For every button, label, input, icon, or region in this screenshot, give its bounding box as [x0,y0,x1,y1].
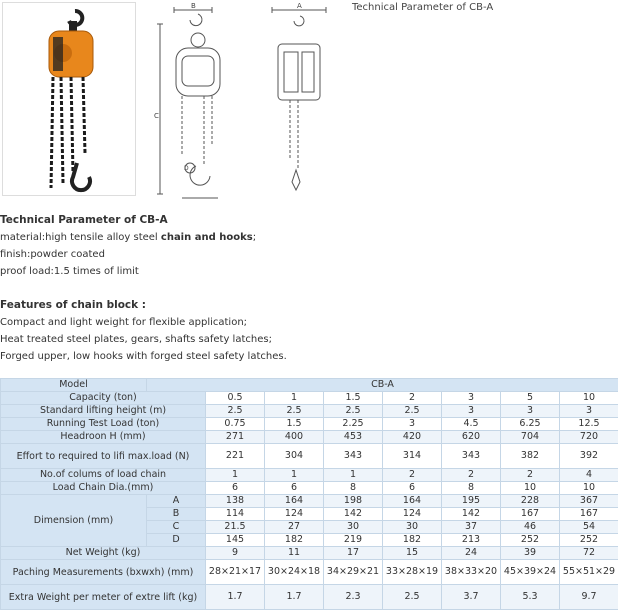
finish-line: finish:powder coated [0,246,618,263]
table-cell: 2.5 [383,585,442,610]
row-label: Extra Weight per meter of extre lift (kg) [1,585,206,610]
row-label: No.of colums of load chain [1,469,206,482]
table-cell: 6 [265,482,324,495]
table-cell: 12.5 [560,418,618,431]
table-cell: 30 [324,521,383,534]
table-cell: 142 [324,508,383,521]
table-cell: 2.5 [383,405,442,418]
model-value: CB-A [147,379,618,392]
table-cell: 3.7 [442,585,501,610]
row-label: Paching Measurements (bxwxh) (mm) [1,560,206,585]
table-cell: 198 [324,495,383,508]
table-cell: 1.5 [265,418,324,431]
table-cell: 392 [560,444,618,469]
table-cell: 3 [442,392,501,405]
table-cell: 252 [501,534,560,547]
table-cell: 11 [265,547,324,560]
table-cell: 0.5 [206,392,265,405]
row-label: Capacity (ton) [1,392,206,405]
table-cell: 55×51×29 [560,560,618,585]
table-cell: 30×24×18 [265,560,324,585]
table-cell: 24 [442,547,501,560]
table-cell: 10 [560,392,618,405]
table-row [1,585,618,610]
table-cell: 2 [442,469,501,482]
table-cell: 9.7 [560,585,618,610]
table-cell: 8 [324,482,383,495]
table-cell: 164 [383,495,442,508]
table-cell: 10 [560,482,618,495]
table-cell: 343 [324,444,383,469]
table-cell: 2 [383,469,442,482]
table-cell: 39 [501,547,560,560]
product-description [0,212,618,365]
row-label: Load Chain Dia.(mm) [1,482,206,495]
table-cell: 1 [324,469,383,482]
material-suffix: ; [253,232,256,243]
table-cell: 124 [265,508,324,521]
table-cell: 2.25 [324,418,383,431]
feature-item: Forged upper, low hooks with forged steel safety latches. [0,348,618,365]
table-row [1,482,618,495]
table-row [1,431,618,444]
table-cell: 704 [501,431,560,444]
table-cell: 30 [383,521,442,534]
table-row [1,379,618,392]
table-cell: 720 [560,431,618,444]
table-cell: 271 [206,431,265,444]
spec-table [0,378,618,610]
table-cell: 33×28×19 [383,560,442,585]
dimension-sub-label: C [147,521,206,534]
dimension-sub-label: B [147,508,206,521]
row-label: Headroon H (mm) [1,431,206,444]
table-cell: 2.5 [206,405,265,418]
table-cell: 5.3 [501,585,560,610]
table-cell: 167 [501,508,560,521]
table-cell: 0.75 [206,418,265,431]
table-cell: 252 [560,534,618,547]
features-heading: Features of chain block : [0,297,618,314]
table-row [1,405,618,418]
table-cell: 2.3 [324,585,383,610]
table-cell: 620 [442,431,501,444]
table-cell: 72 [560,547,618,560]
table-cell: 219 [324,534,383,547]
table-cell: 145 [206,534,265,547]
table-cell: 46 [501,521,560,534]
table-cell: 142 [442,508,501,521]
table-cell: 453 [324,431,383,444]
table-cell: 164 [265,495,324,508]
table-cell: 21.5 [206,521,265,534]
dimension-label: Dimension (mm) [1,495,147,547]
dimension-sub-label: A [147,495,206,508]
table-cell: 54 [560,521,618,534]
table-cell: 182 [383,534,442,547]
table-cell: 124 [383,508,442,521]
table-cell: 182 [265,534,324,547]
table-row [1,469,618,482]
table-row [1,444,618,469]
table-cell: 2 [383,392,442,405]
row-label: Model [1,379,147,392]
dimension-sub-label: D [147,534,206,547]
feature-item: Heat treated steel plates, gears, shafts safety latches; [0,331,618,348]
table-cell: 17 [324,547,383,560]
row-label: Running Test Load (ton) [1,418,206,431]
tech-param-heading: Technical Parameter of CB-A [0,212,618,229]
table-cell: 420 [383,431,442,444]
dim-label-c: C [154,112,159,120]
table-cell: 38×33×20 [442,560,501,585]
table-cell: 10 [501,482,560,495]
product-images [0,0,618,200]
table-cell: 3 [442,405,501,418]
top-caption: Technical Parameter of CB-A [352,2,493,13]
table-cell: 1.5 [324,392,383,405]
dim-label-d: D [184,165,189,172]
table-cell: 228 [501,495,560,508]
table-cell: 221 [206,444,265,469]
table-cell: 2.5 [324,405,383,418]
proof-line: proof load:1.5 times of limit [0,263,618,280]
table-cell: 343 [442,444,501,469]
table-row [1,560,618,585]
table-cell: 1.7 [206,585,265,610]
table-cell: 1.7 [265,585,324,610]
table-cell: 6 [383,482,442,495]
table-cell: 37 [442,521,501,534]
feature-item: Compact and light weight for flexible application; [0,314,618,331]
table-cell: 4.5 [442,418,501,431]
table-cell: 5 [501,392,560,405]
table-row [1,418,618,431]
table-row [1,392,618,405]
table-cell: 382 [501,444,560,469]
table-cell: 45×39×24 [501,560,560,585]
table-cell: 213 [442,534,501,547]
table-cell: 2.5 [265,405,324,418]
table-cell: 1 [206,469,265,482]
table-row [1,547,618,560]
table-cell: 8 [442,482,501,495]
table-cell: 138 [206,495,265,508]
row-label: Net Weight (kg) [1,547,206,560]
table-cell: 15 [383,547,442,560]
table-cell: 304 [265,444,324,469]
table-cell: 195 [442,495,501,508]
table-cell: 3 [501,405,560,418]
row-label: Standard lifting height (m) [1,405,206,418]
front-view-drawing [152,0,262,200]
chain-block-photo [2,2,136,196]
table-cell: 6 [206,482,265,495]
table-cell: 1 [265,469,324,482]
table-cell: 400 [265,431,324,444]
table-cell: 6.25 [501,418,560,431]
material-text: material:high tensile alloy steel [0,232,161,243]
table-cell: 2 [501,469,560,482]
table-cell: 3 [560,405,618,418]
table-cell: 27 [265,521,324,534]
table-row [1,495,618,508]
table-cell: 314 [383,444,442,469]
table-cell: 9 [206,547,265,560]
table-cell: 167 [560,508,618,521]
dim-label-b: B [191,2,196,10]
row-label: Effort to required to lifi max.load (N) [1,444,206,469]
table-cell: 114 [206,508,265,521]
dim-label-a: A [297,2,302,10]
side-view-drawing [262,0,336,200]
material-bold-text: chain and hooks [161,232,253,243]
material-line [0,229,618,246]
table-cell: 28×21×17 [206,560,265,585]
table-cell: 367 [560,495,618,508]
table-cell: 4 [560,469,618,482]
table-cell: 3 [383,418,442,431]
table-cell: 34×29×21 [324,560,383,585]
table-cell: 1 [265,392,324,405]
